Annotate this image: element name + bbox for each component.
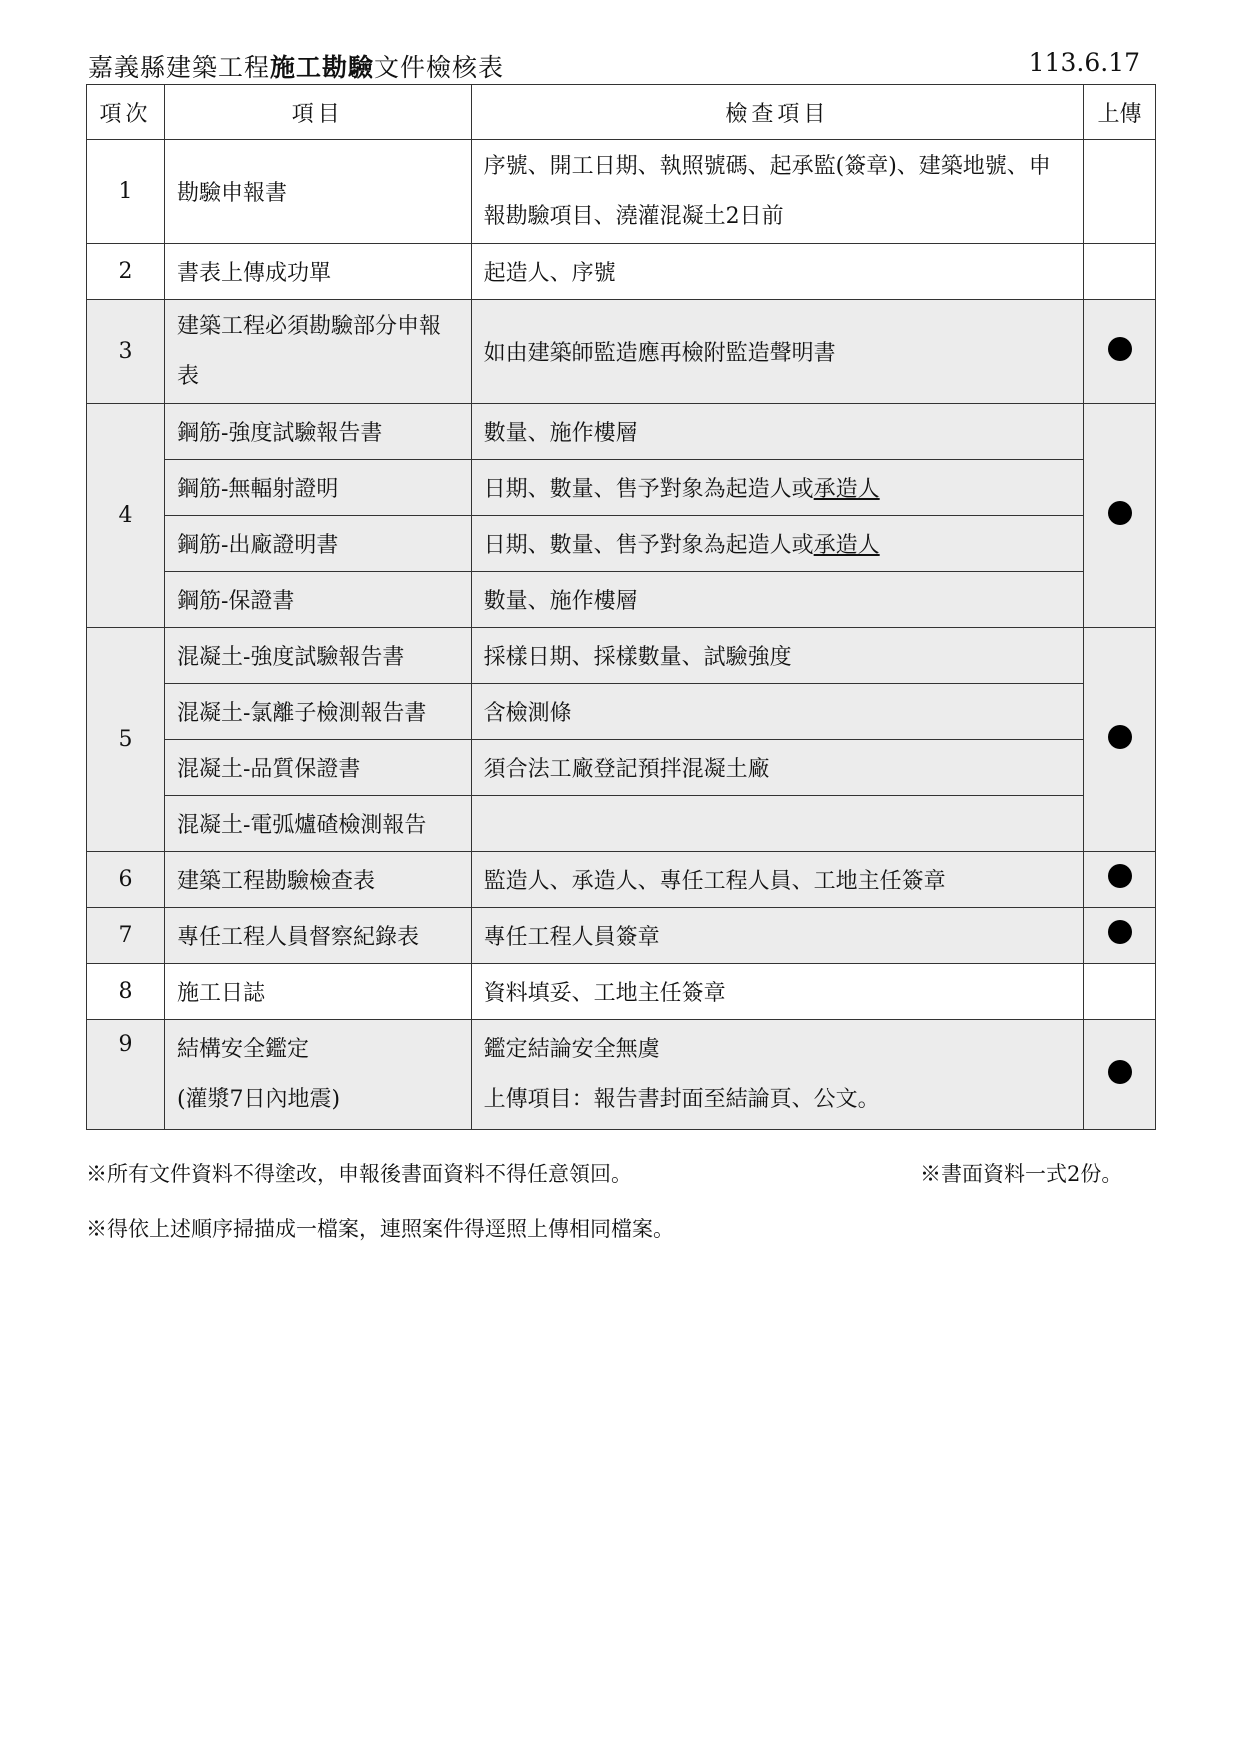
- upload-cell: [1084, 1020, 1156, 1130]
- upload-cell: [1084, 628, 1156, 852]
- row-number: 2: [87, 244, 165, 300]
- row-item: 鋼筋-保證書: [164, 572, 471, 628]
- row-check: [471, 796, 1083, 852]
- table-row: [87, 964, 1156, 1020]
- upload-required-dot-icon: [1108, 725, 1132, 749]
- table-row: [87, 404, 1156, 460]
- footnote-2: ※得依上述順序掃描成一檔案，連照案件得逕照上傳相同檔案。: [86, 1217, 674, 1241]
- table-row: [87, 300, 1156, 404]
- title-prefix: 嘉義縣建築工程: [88, 53, 271, 82]
- document-header: [88, 48, 1140, 84]
- row-check: 如由建築師監造應再檢附監造聲明書: [471, 300, 1083, 404]
- row-item: 鋼筋-無輻射證明: [164, 460, 471, 516]
- row-item: 混凝土-電弧爐碴檢測報告: [164, 796, 471, 852]
- table-row: [87, 684, 1156, 740]
- row-check: 含檢測條: [471, 684, 1083, 740]
- row-number: 3: [87, 300, 165, 404]
- table-header-row: [87, 85, 1156, 140]
- table-row: [87, 1020, 1156, 1130]
- col-header-no: 項次: [87, 85, 165, 140]
- row-number: 7: [87, 908, 165, 964]
- row-item: 混凝土-氯離子檢測報告書: [164, 684, 471, 740]
- row-item: 書表上傳成功單: [164, 244, 471, 300]
- row-number: 1: [87, 140, 165, 244]
- table-row: [87, 740, 1156, 796]
- row-number: 8: [87, 964, 165, 1020]
- row-check: 採樣日期、採樣數量、試驗強度: [471, 628, 1083, 684]
- row-check: 序號、開工日期、執照號碼、起承監(簽章)、建築地號、申報勘驗項目、澆灌混凝土2日前: [471, 140, 1083, 244]
- row-item: 混凝土-品質保證書: [164, 740, 471, 796]
- table-row: [87, 516, 1156, 572]
- table-row: [87, 796, 1156, 852]
- row-check: [471, 460, 1083, 516]
- col-header-item: 項目: [164, 85, 471, 140]
- footnote-1: ※所有文件資料不得塗改，申報後書面資料不得任意領回。: [86, 1162, 632, 1186]
- row-check: 資料填妥、工地主任簽章: [471, 964, 1083, 1020]
- col-header-upload: 上傳: [1084, 85, 1156, 140]
- upload-cell: [1084, 140, 1156, 244]
- table-row: [87, 244, 1156, 300]
- row-item: 建築工程必須勘驗部分申報表: [164, 300, 471, 404]
- upload-cell: [1084, 908, 1156, 964]
- col-header-check: 檢查項目: [471, 85, 1083, 140]
- check-text: 日期、數量、售予對象為起造人或: [483, 533, 814, 558]
- upload-required-dot-icon: [1108, 864, 1132, 888]
- upload-required-dot-icon: [1108, 501, 1132, 525]
- row-item-line: 結構安全鑑定: [176, 1036, 309, 1062]
- row-item: 施工日誌: [164, 964, 471, 1020]
- row-number: 4: [87, 404, 165, 628]
- row-number: 6: [87, 852, 165, 908]
- upload-cell: [1084, 244, 1156, 300]
- title-suffix: 文件檢核表: [374, 53, 505, 82]
- table-row: [87, 628, 1156, 684]
- upload-cell: [1084, 300, 1156, 404]
- footnote-copies: ※書面資料一式2份。: [920, 1162, 1123, 1186]
- row-item: 專任工程人員督察紀錄表: [164, 908, 471, 964]
- row-item: 建築工程勘驗檢查表: [164, 852, 471, 908]
- row-check: [471, 516, 1083, 572]
- row-check: [471, 1020, 1083, 1130]
- title-bold: 施工勘驗: [270, 53, 375, 82]
- row-item: [164, 1020, 471, 1130]
- upload-required-dot-icon: [1108, 337, 1132, 361]
- row-check: 專任工程人員簽章: [471, 908, 1083, 964]
- upload-required-dot-icon: [1108, 1060, 1132, 1084]
- table-row: [87, 852, 1156, 908]
- upload-cell: [1084, 964, 1156, 1020]
- row-item: 鋼筋-出廠證明書: [164, 516, 471, 572]
- row-item-line: (灌漿7日內地震): [176, 1086, 341, 1112]
- check-text: 日期、數量、售予對象為起造人或: [483, 477, 814, 502]
- row-item: 混凝土-強度試驗報告書: [164, 628, 471, 684]
- table-row: [87, 140, 1156, 244]
- row-item: 勘驗申報書: [164, 140, 471, 244]
- checklist-table: [86, 84, 1156, 1130]
- document-title: [88, 48, 504, 84]
- row-number: 9: [87, 1020, 165, 1130]
- row-check: 起造人、序號: [471, 244, 1083, 300]
- row-check: 須合法工廠登記預拌混凝土廠: [471, 740, 1083, 796]
- document-date: 113.6.17: [1028, 48, 1140, 77]
- table-row: [87, 572, 1156, 628]
- table-row: [87, 460, 1156, 516]
- upload-cell: [1084, 404, 1156, 628]
- row-check: 數量、施作樓層: [471, 404, 1083, 460]
- table-row: [87, 908, 1156, 964]
- row-check-line: 上傳項目：報告書封面至結論頁、公文。: [483, 1086, 880, 1112]
- row-check: 數量、施作樓層: [471, 572, 1083, 628]
- row-item: 鋼筋-強度試驗報告書: [164, 404, 471, 460]
- check-underlined-text: 承造人: [813, 477, 880, 502]
- row-number: 5: [87, 628, 165, 852]
- upload-required-dot-icon: [1108, 920, 1132, 944]
- upload-cell: [1084, 852, 1156, 908]
- row-check: 監造人、承造人、專任工程人員、工地主任簽章: [471, 852, 1083, 908]
- check-underlined-text: 承造人: [813, 533, 880, 558]
- row-check-line: 鑑定結論安全無虞: [483, 1036, 660, 1062]
